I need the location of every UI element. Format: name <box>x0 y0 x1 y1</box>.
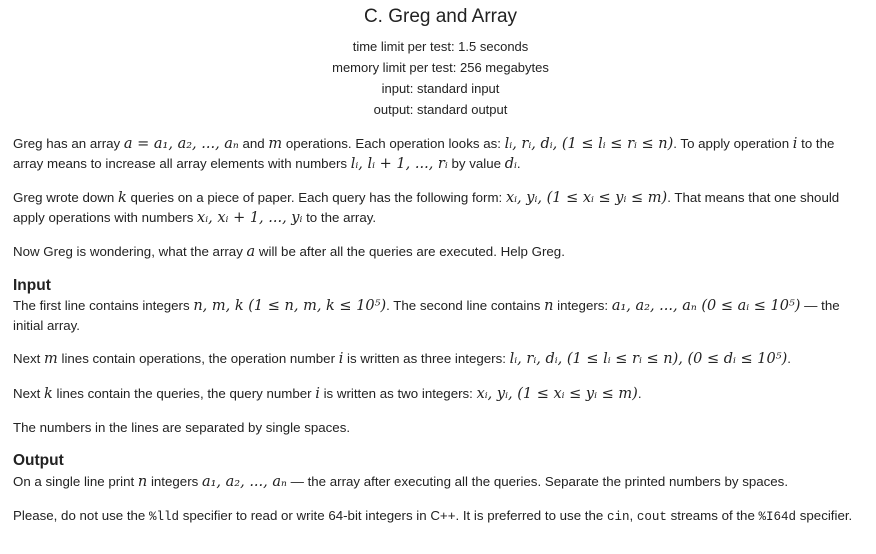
text: Please, do not use the <box>13 508 150 523</box>
text: to the array. <box>302 210 377 225</box>
math: dᵢ <box>504 156 517 172</box>
text: . To apply operation <box>673 136 793 151</box>
math: a = a₁, a₂, ..., aₙ <box>123 136 239 152</box>
problem-title: C. Greg and Array <box>363 6 518 27</box>
math: k <box>44 386 53 402</box>
text: The first line contains integers <box>13 298 194 313</box>
math: xᵢ, yᵢ, (1 ≤ xᵢ ≤ yᵢ ≤ m) <box>476 386 638 402</box>
text: On a single line print <box>13 474 138 489</box>
text: . <box>787 351 791 366</box>
text: lines contain the queries, the query number <box>52 386 316 401</box>
text: is written as two integers: <box>319 386 477 401</box>
code-snippet: %I64d <box>758 510 797 524</box>
input-paragraph-4: The numbers in the lines are separated by single spaces. <box>13 420 351 435</box>
math: xᵢ, yᵢ, (1 ≤ xᵢ ≤ yᵢ ≤ m) <box>505 190 668 206</box>
statement-paragraph-2 <box>13 188 868 228</box>
output-file: output: standard output <box>373 102 508 117</box>
text: . That means that one should apply operations with numbers <box>13 190 840 225</box>
math: m <box>44 351 58 367</box>
text: by value <box>447 156 505 171</box>
math: lᵢ, rᵢ, dᵢ, (1 ≤ lᵢ ≤ rᵢ ≤ n), (0 ≤ dᵢ ≤ 10⁵) <box>509 351 788 367</box>
math: m <box>268 136 283 152</box>
text: . <box>637 386 642 401</box>
math: n, m, k (1 ≤ n, m, k ≤ 10⁵) <box>193 298 387 314</box>
text: integers: <box>553 298 612 313</box>
text: lines contain operations, the operation number <box>57 351 339 366</box>
input-paragraph-1 <box>13 296 868 335</box>
text: Now Greg is wondering, what the array <box>13 244 247 259</box>
math: i <box>792 136 798 152</box>
input-section-title: Input <box>13 277 51 294</box>
text: — the array after executing all the queries. Separate the printed numbers by spaces. <box>286 474 789 489</box>
math: n <box>544 298 554 314</box>
output-paragraph-2 <box>13 506 868 527</box>
math: k <box>117 190 127 206</box>
text: operations. Each operation looks as: <box>282 136 505 151</box>
text: will be after all the queries are executed. Help Greg. <box>255 244 565 259</box>
code-snippet: cin <box>606 510 630 524</box>
text: specifier. <box>796 508 853 523</box>
math: a₁, a₂, ..., aₙ <box>201 474 287 490</box>
text: Greg wrote down <box>13 190 118 205</box>
text: Greg has an array <box>13 136 124 151</box>
text: Next <box>13 351 45 366</box>
text: . <box>516 156 521 171</box>
statement-paragraph-3 <box>13 242 868 262</box>
math: lᵢ, rᵢ, dᵢ, (1 ≤ lᵢ ≤ rᵢ ≤ n) <box>504 136 674 152</box>
math: xᵢ, xᵢ + 1, ..., yᵢ <box>197 210 303 226</box>
time-limit: time limit per test: 1.5 seconds <box>352 39 529 54</box>
text: Next <box>13 386 45 401</box>
text: . The second line contains <box>386 298 545 313</box>
input-paragraph-3 <box>13 384 868 404</box>
text: queries on a piece of paper. Each query has the following form: <box>126 190 506 205</box>
text: is written as three integers: <box>343 351 510 366</box>
text: specifier to read or write 64-bit integers in C++. It is preferred to use the <box>179 508 607 523</box>
text: streams of the <box>666 508 759 523</box>
problem-header <box>13 0 868 120</box>
statement-paragraph-1 <box>13 134 868 174</box>
text: — the initial array. <box>13 298 840 333</box>
memory-limit: memory limit per test: 256 megabytes <box>332 60 549 75</box>
input-paragraph-2 <box>13 349 868 369</box>
input-file: input: standard input <box>381 81 500 96</box>
math: i <box>338 351 344 367</box>
text: integers <box>147 474 202 489</box>
code-snippet: %lld <box>149 510 180 524</box>
text: , <box>629 508 637 523</box>
math: a₁, a₂, ..., aₙ (0 ≤ aᵢ ≤ 10⁵) <box>611 298 801 314</box>
math: lᵢ, lᵢ + 1, ..., rᵢ <box>350 156 448 172</box>
math: a <box>246 244 256 260</box>
text: and <box>238 136 269 151</box>
output-paragraph-1 <box>13 472 868 492</box>
text: to the array means to increase all array elements with numbers <box>13 136 835 171</box>
math: n <box>137 474 148 490</box>
output-section-title: Output <box>13 452 64 469</box>
code-snippet: cout <box>636 510 667 524</box>
math: i <box>315 386 320 402</box>
